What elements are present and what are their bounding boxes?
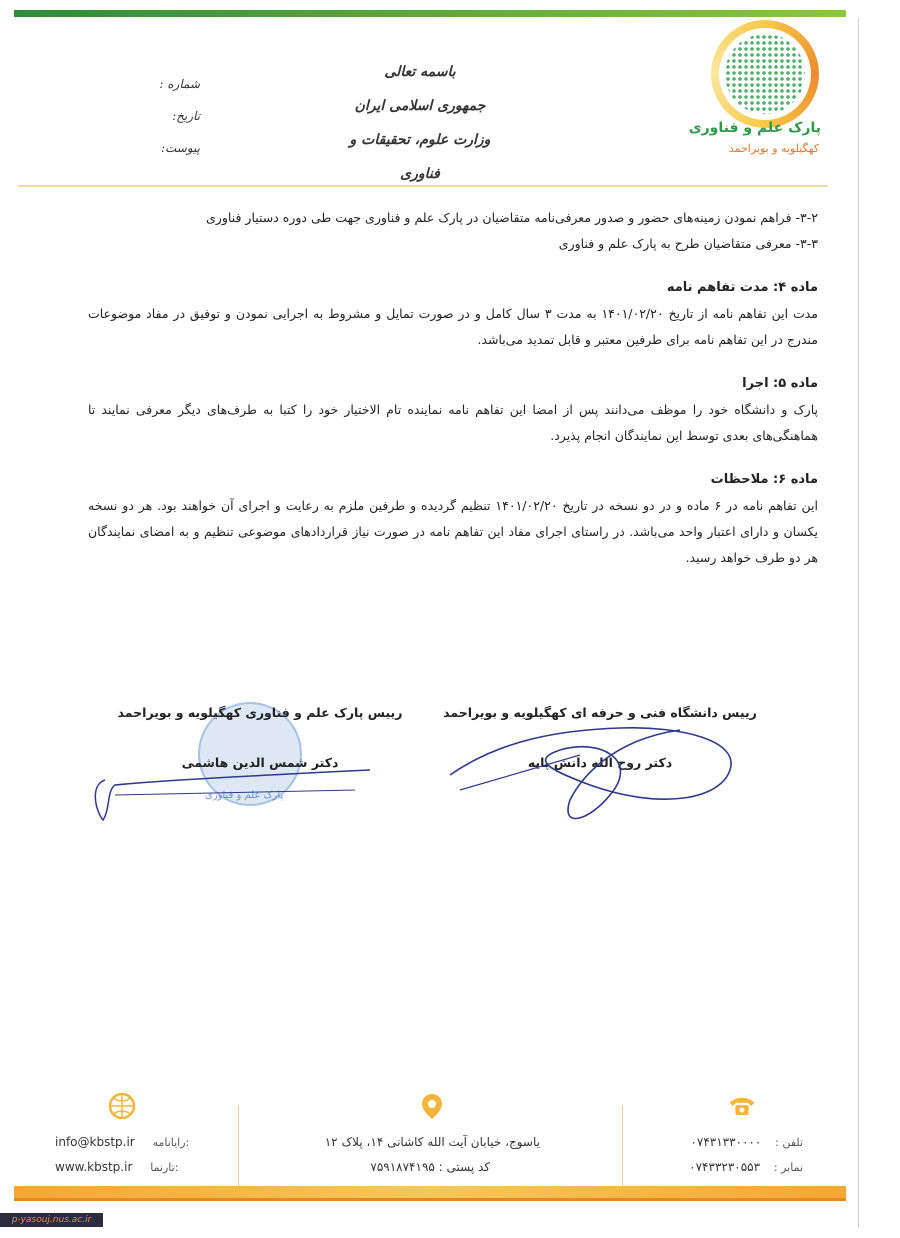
number-label: شماره : bbox=[159, 77, 200, 91]
item-3-3: ۳-۳- معرفی متقاضیان طرح به پارک علم و فناوری bbox=[558, 236, 818, 251]
web-row bbox=[55, 1160, 178, 1174]
article6-title: ماده ۶: ملاحظات bbox=[710, 472, 818, 487]
article4-text: مدت این تفاهم نامه از تاریخ ۱۴۰۱/۰۲/۲۰ به مدت ۳ سال کامل و در صورت تمایل و مشروط به اجرایی نمودن و توفیق در مفاد موضوعات مندرج در این تفاهم نامه برای طرفین معتبر و قابل تمدید می‌باشد. bbox=[88, 306, 818, 347]
bismillah: باسمه تعالی bbox=[384, 64, 456, 80]
university-head-title: رییس دانشگاه فنی و حرفه ای کهگیلویه و بویراحمد bbox=[443, 705, 757, 720]
postal-row: کد پستی : ۷۵۹۱۸۷۴۱۹۵ bbox=[370, 1160, 490, 1174]
logo-text-line1: پارک علم و فناوری bbox=[688, 120, 821, 136]
phone-row bbox=[675, 1135, 803, 1149]
stamp-text: پارک علم و فناوری bbox=[205, 790, 284, 801]
letter-heading bbox=[330, 55, 510, 191]
header-divider bbox=[18, 185, 828, 187]
park-logo bbox=[688, 20, 825, 160]
ministry-title: وزارت علوم، تحقیقات و فناوری bbox=[349, 132, 491, 182]
web-value[interactable]: www.kbstp.ir bbox=[55, 1160, 133, 1174]
item-3-2: ۳-۲- فراهم نمودن زمینه‌های حضور و صدور معرفی‌نامه متقاضیان در پارک علم و فناوری جهت طی دوره دستیار فناوری bbox=[206, 210, 818, 225]
source-watermark: p-yasouj.nus.ac.ir bbox=[0, 1213, 103, 1227]
signature-park-icon bbox=[85, 760, 385, 830]
logo-text-line2: کهگیلویه و بویراحمد bbox=[728, 142, 819, 155]
article6-text: این تفاهم نامه در ۶ ماده و در دو نسخه در تاریخ ۱۴۰۱/۰۲/۲۰ تنظیم گردیده و طرفین ملزم به رعایت و اجرای آن خواهند بود. هر دو نسخه یکسان و دارای اعتبار واحد می‌باشد. در راستای اجرای مفاد این تفاهم نامه در صورت نیاز قراردادهای موضوعی تنظیم و به امضای نمایندگان هر دو طرف خواهد رسید. bbox=[88, 498, 818, 565]
page-edge-line bbox=[858, 18, 859, 1228]
letter-meta bbox=[120, 68, 200, 164]
date-label: تاریخ: bbox=[172, 109, 200, 123]
email-row bbox=[55, 1135, 189, 1149]
fax-row bbox=[675, 1160, 803, 1174]
republic-title: جمهوری اسلامی ایران bbox=[354, 98, 486, 114]
top-green-bar bbox=[14, 10, 846, 17]
university-head-name: دکتر روح الله دانش پایه bbox=[527, 755, 673, 770]
phone-value: ۰۷۴۳۱۳۳۰۰۰۰ bbox=[690, 1135, 762, 1149]
globe-icon bbox=[108, 1092, 136, 1120]
article4-title: ماده ۴: مدت تفاهم نامه bbox=[666, 280, 818, 295]
address-row: یاسوج، خیابان آیت الله کاشانی ۱۴، پلاک ۱۲ bbox=[324, 1135, 540, 1149]
location-pin-icon bbox=[418, 1092, 446, 1120]
attachment-label: پیوست: bbox=[160, 141, 200, 155]
signature-university-icon bbox=[440, 700, 760, 840]
letter-body bbox=[88, 205, 818, 571]
email-label: رایانامه: bbox=[152, 1136, 190, 1149]
web-label: تارنما: bbox=[150, 1161, 179, 1174]
park-head-title: رییس پارک علم و فناوری کهگیلویه و بویراحمد bbox=[117, 705, 403, 720]
phone-label: تلفن : bbox=[775, 1136, 803, 1149]
fax-value: ۰۷۴۳۳۲۳۰۵۵۳ bbox=[689, 1160, 761, 1174]
fax-label: نمابر : bbox=[773, 1161, 803, 1174]
bottom-orange-bar bbox=[14, 1186, 846, 1198]
park-head-name: دکتر شمس الدین هاشمی bbox=[181, 755, 339, 770]
telephone-icon bbox=[728, 1092, 756, 1120]
article5-text: پارک و دانشگاه خود را موظف می‌دانند پس از امضا این تفاهم نامه نماینده تام الاختیار خود را کتبا به طرف‌های دیگر معرفی نمایند تا هماهنگی‌های بعدی توسط این نمایندگان انجام پذیرد. bbox=[88, 402, 818, 443]
logo-dots-icon bbox=[725, 34, 805, 114]
email-value[interactable]: info@kbstp.ir bbox=[55, 1135, 135, 1149]
article5-title: ماده ۵: اجرا bbox=[742, 376, 818, 391]
